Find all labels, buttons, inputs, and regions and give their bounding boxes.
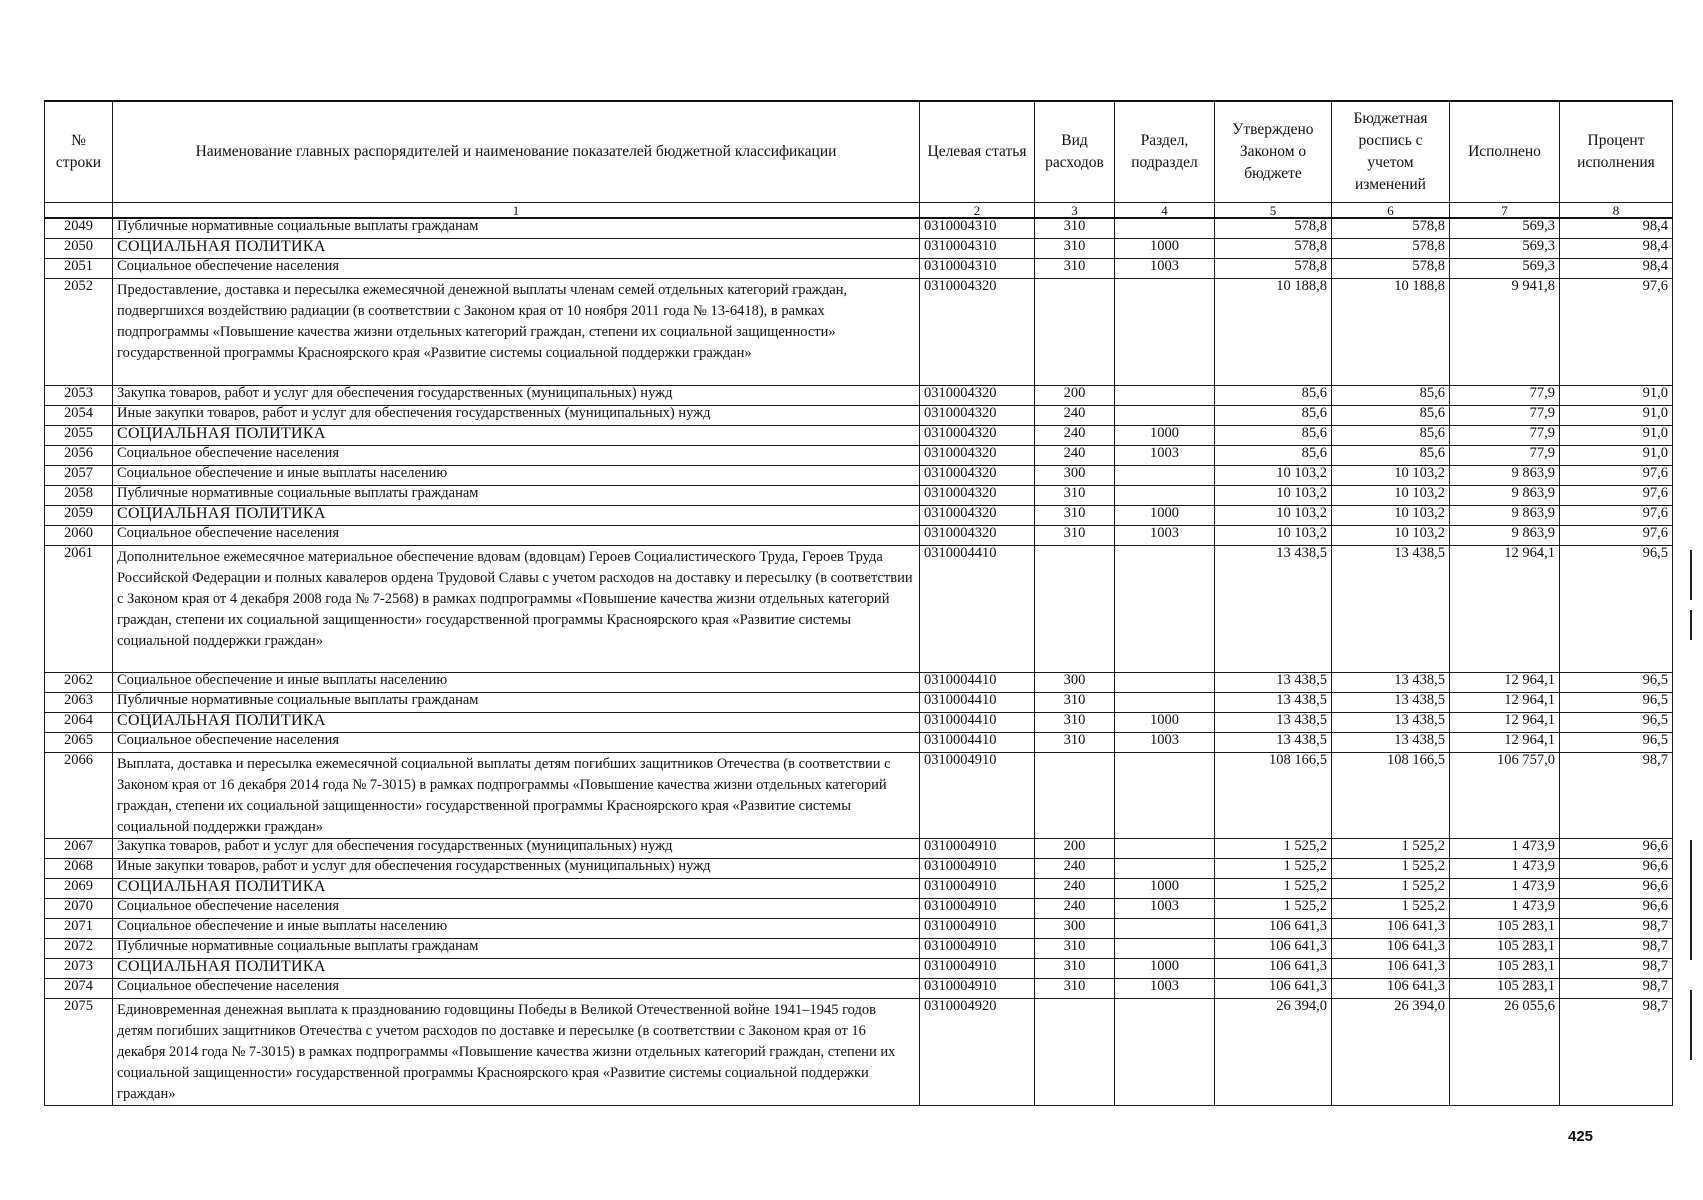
table-row [45, 919, 1673, 939]
row-expense-type: 310 [1035, 713, 1115, 733]
row-executed: 77,9 [1450, 406, 1560, 426]
row-section: 1003 [1115, 526, 1215, 546]
row-target-code: 0310004410 [920, 546, 1035, 673]
row-approved: 1 525,2 [1215, 899, 1332, 919]
table-row [45, 259, 1673, 279]
row-approved: 10 103,2 [1215, 526, 1332, 546]
table-row [45, 673, 1673, 693]
row-number: 2051 [45, 259, 113, 279]
header-name: Наименование главных распорядителей и наименование показателей бюджетной классификации [113, 101, 920, 203]
row-target-code: 0310004910 [920, 753, 1035, 839]
row-section [1115, 859, 1215, 879]
row-executed: 9 863,9 [1450, 486, 1560, 506]
column-number: 2 [920, 203, 1035, 219]
row-expense-type: 310 [1035, 939, 1115, 959]
row-schedule: 85,6 [1332, 426, 1450, 446]
row-name: Публичные нормативные социальные выплаты гражданам [113, 486, 920, 506]
row-schedule: 10 188,8 [1332, 279, 1450, 386]
row-name: Закупка товаров, работ и услуг для обеспечения государственных (муниципальных) нужд [113, 839, 920, 859]
header-target: Целевая статья [920, 101, 1035, 203]
row-schedule: 578,8 [1332, 239, 1450, 259]
row-percent: 91,0 [1560, 406, 1673, 426]
row-number: 2065 [45, 733, 113, 753]
row-schedule: 85,6 [1332, 386, 1450, 406]
row-name: Закупка товаров, работ и услуг для обеспечения государственных (муниципальных) нужд [113, 386, 920, 406]
row-number: 2066 [45, 753, 113, 839]
row-section [1115, 839, 1215, 859]
column-number [45, 203, 113, 219]
row-approved: 13 438,5 [1215, 713, 1332, 733]
table-body [45, 218, 1673, 1106]
row-name: Социальное обеспечение населения [113, 899, 920, 919]
row-section: 1003 [1115, 733, 1215, 753]
row-percent: 91,0 [1560, 446, 1673, 466]
row-section [1115, 919, 1215, 939]
row-expense-type [1035, 999, 1115, 1106]
table-row [45, 239, 1673, 259]
row-section [1115, 673, 1215, 693]
scan-edge-mark [1690, 610, 1692, 640]
row-approved: 85,6 [1215, 406, 1332, 426]
scan-edge-mark [1690, 550, 1692, 600]
table-row [45, 839, 1673, 859]
row-section [1115, 939, 1215, 959]
budget-table [44, 100, 1673, 1106]
table-row [45, 426, 1673, 446]
row-executed: 1 473,9 [1450, 859, 1560, 879]
row-name: Предоставление, доставка и пересылка ежемесячной денежной выплаты членам семей отдельных категорий граждан, подвергшихся воздействию радиации (в соответствии с Законом края от 10 ноября 2011 года № 13-6418), в рамках подпрограммы «Повышение качества жизни отдельных категорий граждан, степени их социальной защищенности» государственной программы Красноярского края «Развитие системы социальной поддержки граждан» [113, 279, 920, 386]
row-executed: 12 964,1 [1450, 733, 1560, 753]
row-approved: 10 103,2 [1215, 486, 1332, 506]
row-percent: 98,4 [1560, 218, 1673, 239]
row-number: 2062 [45, 673, 113, 693]
row-number: 2072 [45, 939, 113, 959]
row-percent: 91,0 [1560, 426, 1673, 446]
row-number: 2058 [45, 486, 113, 506]
row-number: 2059 [45, 506, 113, 526]
row-section: 1003 [1115, 899, 1215, 919]
row-schedule: 1 525,2 [1332, 839, 1450, 859]
row-percent: 91,0 [1560, 386, 1673, 406]
table-row [45, 713, 1673, 733]
table-row [45, 999, 1673, 1106]
row-name: СОЦИАЛЬНАЯ ПОЛИТИКА [113, 879, 920, 899]
row-expense-type: 200 [1035, 386, 1115, 406]
row-schedule: 106 641,3 [1332, 919, 1450, 939]
row-number: 2075 [45, 999, 113, 1106]
row-approved: 578,8 [1215, 218, 1332, 239]
row-expense-type: 200 [1035, 839, 1115, 859]
row-expense-type: 240 [1035, 879, 1115, 899]
row-target-code: 0310004310 [920, 259, 1035, 279]
page-number: 425 [1568, 1128, 1594, 1145]
row-section: 1003 [1115, 446, 1215, 466]
row-target-code: 0310004910 [920, 899, 1035, 919]
row-schedule: 108 166,5 [1332, 753, 1450, 839]
row-section [1115, 486, 1215, 506]
row-schedule: 85,6 [1332, 446, 1450, 466]
row-schedule: 578,8 [1332, 259, 1450, 279]
row-target-code: 0310004320 [920, 506, 1035, 526]
row-expense-type: 310 [1035, 259, 1115, 279]
row-executed: 12 964,1 [1450, 693, 1560, 713]
row-number: 2052 [45, 279, 113, 386]
row-section [1115, 218, 1215, 239]
row-number: 2060 [45, 526, 113, 546]
row-number: 2067 [45, 839, 113, 859]
row-expense-type: 240 [1035, 446, 1115, 466]
row-target-code: 0310004320 [920, 279, 1035, 386]
row-executed: 12 964,1 [1450, 546, 1560, 673]
scan-edge-mark [1690, 840, 1692, 960]
row-expense-type: 310 [1035, 693, 1115, 713]
row-schedule: 106 641,3 [1332, 939, 1450, 959]
header-schedule: Бюджетная роспись с учетом изменений [1332, 101, 1450, 203]
row-expense-type: 240 [1035, 426, 1115, 446]
row-name: СОЦИАЛЬНАЯ ПОЛИТИКА [113, 426, 920, 446]
column-number: 8 [1560, 203, 1673, 219]
row-number: 2055 [45, 426, 113, 446]
row-executed: 77,9 [1450, 386, 1560, 406]
column-number: 3 [1035, 203, 1115, 219]
row-executed: 105 283,1 [1450, 919, 1560, 939]
row-section [1115, 753, 1215, 839]
row-percent: 97,6 [1560, 486, 1673, 506]
table-row [45, 406, 1673, 426]
row-name: СОЦИАЛЬНАЯ ПОЛИТИКА [113, 506, 920, 526]
row-name: Дополнительное ежемесячное материальное обеспечение вдовам (вдовцам) Героев Социалистического Труда, Героев Труда Российской Федерации и полных кавалеров ордена Трудовой Славы с учетом расходов на доставку и пересылку (в соответствии с Законом края от 4 декабря 2008 года № 7-2568) в рамках подпрограммы «Повышение качества жизни отдельных категорий граждан, степени их социальной защищенности» государственной программы Красноярского края «Развитие системы социальной поддержки граждан» [113, 546, 920, 673]
row-percent: 98,4 [1560, 259, 1673, 279]
column-number: 6 [1332, 203, 1450, 219]
row-section: 1003 [1115, 259, 1215, 279]
row-percent: 98,7 [1560, 939, 1673, 959]
row-approved: 85,6 [1215, 446, 1332, 466]
row-target-code: 0310004910 [920, 959, 1035, 979]
row-executed: 12 964,1 [1450, 713, 1560, 733]
row-percent: 96,5 [1560, 733, 1673, 753]
row-name: Иные закупки товаров, работ и услуг для обеспечения государственных (муниципальных) нужд [113, 406, 920, 426]
row-name: Социальное обеспечение населения [113, 979, 920, 999]
row-expense-type: 310 [1035, 526, 1115, 546]
row-section [1115, 386, 1215, 406]
row-approved: 106 641,3 [1215, 959, 1332, 979]
table-row [45, 959, 1673, 979]
header-percent: Процент исполнения [1560, 101, 1673, 203]
row-approved: 10 103,2 [1215, 466, 1332, 486]
row-name: Публичные нормативные социальные выплаты гражданам [113, 939, 920, 959]
row-name: Выплата, доставка и пересылка ежемесячной социальной выплаты детям погибших защитников Отечества (в соответствии с Законом края от 16 декабря 2014 года № 7-3015) в рамках подпрограммы «Повышение качества жизни отдельных категорий граждан, степени их социальной защищенности» государственной программы Красноярского края «Развитие системы социальной поддержки граждан» [113, 753, 920, 839]
row-schedule: 85,6 [1332, 406, 1450, 426]
row-number: 2071 [45, 919, 113, 939]
table-row [45, 546, 1673, 673]
table-row [45, 939, 1673, 959]
row-percent: 97,6 [1560, 466, 1673, 486]
row-percent: 97,6 [1560, 526, 1673, 546]
row-executed: 1 473,9 [1450, 879, 1560, 899]
row-target-code: 0310004320 [920, 446, 1035, 466]
header-expense-type: Вид расходов [1035, 101, 1115, 203]
table-row [45, 486, 1673, 506]
row-number: 2068 [45, 859, 113, 879]
table-row [45, 733, 1673, 753]
header-approved: Утверждено Законом о бюджете [1215, 101, 1332, 203]
row-executed: 569,3 [1450, 239, 1560, 259]
row-section: 1000 [1115, 713, 1215, 733]
row-name: Публичные нормативные социальные выплаты гражданам [113, 693, 920, 713]
row-section [1115, 279, 1215, 386]
row-percent: 98,7 [1560, 753, 1673, 839]
row-percent: 97,6 [1560, 506, 1673, 526]
row-expense-type [1035, 279, 1115, 386]
row-approved: 578,8 [1215, 259, 1332, 279]
header-row-no: № строки [45, 101, 113, 203]
row-name: СОЦИАЛЬНАЯ ПОЛИТИКА [113, 713, 920, 733]
row-percent: 96,6 [1560, 879, 1673, 899]
row-target-code: 0310004320 [920, 386, 1035, 406]
row-target-code: 0310004320 [920, 466, 1035, 486]
row-expense-type: 310 [1035, 733, 1115, 753]
row-name: Социальное обеспечение и иные выплаты населению [113, 673, 920, 693]
row-target-code: 0310004310 [920, 218, 1035, 239]
row-expense-type: 310 [1035, 979, 1115, 999]
row-section [1115, 693, 1215, 713]
row-number: 2063 [45, 693, 113, 713]
row-expense-type [1035, 546, 1115, 673]
row-approved: 13 438,5 [1215, 673, 1332, 693]
row-percent: 98,7 [1560, 959, 1673, 979]
row-number: 2057 [45, 466, 113, 486]
table-row [45, 446, 1673, 466]
table-row [45, 218, 1673, 239]
row-executed: 1 473,9 [1450, 899, 1560, 919]
row-target-code: 0310004910 [920, 879, 1035, 899]
row-executed: 105 283,1 [1450, 979, 1560, 999]
row-approved: 106 641,3 [1215, 979, 1332, 999]
row-percent: 96,6 [1560, 859, 1673, 879]
row-name: Единовременная денежная выплата к празднованию годовщины Победы в Великой Отечественной войне 1941–1945 годов детям погибших защитников Отечества с учетом расходов по доставке и пересылке (в соответствии с Законом края от 16 декабря 2014 года № 7-3015) в рамках подпрограммы «Повышение качества жизни отдельных категорий граждан, степени их социальной защищенности» государственной программы Красноярского края «Развитие системы социальной поддержки граждан» [113, 999, 920, 1106]
table-row [45, 693, 1673, 713]
row-schedule: 106 641,3 [1332, 979, 1450, 999]
row-executed: 77,9 [1450, 426, 1560, 446]
row-name: Социальное обеспечение и иные выплаты населению [113, 466, 920, 486]
row-number: 2064 [45, 713, 113, 733]
row-target-code: 0310004310 [920, 239, 1035, 259]
row-approved: 1 525,2 [1215, 839, 1332, 859]
row-target-code: 0310004410 [920, 713, 1035, 733]
row-number: 2054 [45, 406, 113, 426]
row-target-code: 0310004320 [920, 406, 1035, 426]
column-number: 5 [1215, 203, 1332, 219]
row-section [1115, 546, 1215, 673]
row-percent: 96,5 [1560, 546, 1673, 673]
row-approved: 106 641,3 [1215, 919, 1332, 939]
row-percent: 98,7 [1560, 979, 1673, 999]
row-expense-type: 240 [1035, 899, 1115, 919]
row-number: 2056 [45, 446, 113, 466]
row-schedule: 10 103,2 [1332, 526, 1450, 546]
row-percent: 97,6 [1560, 279, 1673, 386]
row-percent: 96,5 [1560, 673, 1673, 693]
row-schedule: 106 641,3 [1332, 959, 1450, 979]
row-approved: 85,6 [1215, 386, 1332, 406]
row-approved: 10 188,8 [1215, 279, 1332, 386]
row-approved: 578,8 [1215, 239, 1332, 259]
row-percent: 96,5 [1560, 713, 1673, 733]
row-number: 2074 [45, 979, 113, 999]
scan-edge-mark [1690, 990, 1692, 1060]
row-schedule: 26 394,0 [1332, 999, 1450, 1106]
row-section: 1000 [1115, 239, 1215, 259]
row-expense-type: 300 [1035, 919, 1115, 939]
row-executed: 569,3 [1450, 218, 1560, 239]
row-name: Социальное обеспечение населения [113, 259, 920, 279]
row-executed: 1 473,9 [1450, 839, 1560, 859]
row-approved: 106 641,3 [1215, 939, 1332, 959]
row-percent: 96,6 [1560, 899, 1673, 919]
table-row [45, 279, 1673, 386]
row-section: 1000 [1115, 879, 1215, 899]
row-name: СОЦИАЛЬНАЯ ПОЛИТИКА [113, 239, 920, 259]
row-expense-type: 310 [1035, 506, 1115, 526]
row-schedule: 10 103,2 [1332, 506, 1450, 526]
row-schedule: 10 103,2 [1332, 466, 1450, 486]
row-number: 2050 [45, 239, 113, 259]
row-approved: 1 525,2 [1215, 879, 1332, 899]
row-schedule: 10 103,2 [1332, 486, 1450, 506]
row-executed: 569,3 [1450, 259, 1560, 279]
row-executed: 9 863,9 [1450, 506, 1560, 526]
row-name: Иные закупки товаров, работ и услуг для обеспечения государственных (муниципальных) нужд [113, 859, 920, 879]
row-target-code: 0310004920 [920, 999, 1035, 1106]
table-row [45, 899, 1673, 919]
row-schedule: 13 438,5 [1332, 713, 1450, 733]
row-percent: 98,4 [1560, 239, 1673, 259]
row-name: Социальное обеспечение населения [113, 733, 920, 753]
table-row [45, 466, 1673, 486]
row-number: 2069 [45, 879, 113, 899]
column-number-row [45, 203, 1673, 219]
row-target-code: 0310004910 [920, 939, 1035, 959]
row-name: Социальное обеспечение населения [113, 446, 920, 466]
row-name: Социальное обеспечение населения [113, 526, 920, 546]
row-executed: 77,9 [1450, 446, 1560, 466]
row-name: Публичные нормативные социальные выплаты гражданам [113, 218, 920, 239]
table-row [45, 753, 1673, 839]
row-approved: 13 438,5 [1215, 693, 1332, 713]
row-approved: 26 394,0 [1215, 999, 1332, 1106]
row-expense-type: 240 [1035, 406, 1115, 426]
column-number: 1 [113, 203, 920, 219]
row-number: 2073 [45, 959, 113, 979]
row-approved: 13 438,5 [1215, 546, 1332, 673]
row-target-code: 0310004320 [920, 486, 1035, 506]
row-number: 2061 [45, 546, 113, 673]
row-section [1115, 406, 1215, 426]
row-section [1115, 999, 1215, 1106]
table-row [45, 506, 1673, 526]
row-expense-type: 300 [1035, 673, 1115, 693]
table-row [45, 859, 1673, 879]
row-name: СОЦИАЛЬНАЯ ПОЛИТИКА [113, 959, 920, 979]
header-row [45, 101, 1673, 203]
table-row [45, 879, 1673, 899]
row-target-code: 0310004410 [920, 733, 1035, 753]
row-section: 1000 [1115, 506, 1215, 526]
row-percent: 98,7 [1560, 999, 1673, 1106]
row-number: 2053 [45, 386, 113, 406]
row-approved: 85,6 [1215, 426, 1332, 446]
row-expense-type: 310 [1035, 486, 1115, 506]
row-executed: 9 863,9 [1450, 526, 1560, 546]
row-approved: 13 438,5 [1215, 733, 1332, 753]
row-executed: 9 941,8 [1450, 279, 1560, 386]
row-target-code: 0310004410 [920, 673, 1035, 693]
row-target-code: 0310004910 [920, 859, 1035, 879]
row-number: 2049 [45, 218, 113, 239]
row-approved: 1 525,2 [1215, 859, 1332, 879]
row-executed: 9 863,9 [1450, 466, 1560, 486]
row-expense-type: 310 [1035, 218, 1115, 239]
row-name: Социальное обеспечение и иные выплаты населению [113, 919, 920, 939]
row-approved: 108 166,5 [1215, 753, 1332, 839]
row-schedule: 1 525,2 [1332, 859, 1450, 879]
row-schedule: 13 438,5 [1332, 546, 1450, 673]
row-executed: 105 283,1 [1450, 959, 1560, 979]
row-approved: 10 103,2 [1215, 506, 1332, 526]
row-number: 2070 [45, 899, 113, 919]
column-number: 4 [1115, 203, 1215, 219]
row-schedule: 13 438,5 [1332, 733, 1450, 753]
row-section: 1000 [1115, 426, 1215, 446]
header-section: Раздел, подраздел [1115, 101, 1215, 203]
row-section [1115, 466, 1215, 486]
row-percent: 96,5 [1560, 693, 1673, 713]
row-expense-type: 240 [1035, 859, 1115, 879]
row-percent: 98,7 [1560, 919, 1673, 939]
row-executed: 26 055,6 [1450, 999, 1560, 1106]
row-expense-type: 310 [1035, 239, 1115, 259]
row-expense-type [1035, 753, 1115, 839]
row-executed: 12 964,1 [1450, 673, 1560, 693]
table-row [45, 979, 1673, 999]
row-expense-type: 300 [1035, 466, 1115, 486]
row-schedule: 1 525,2 [1332, 899, 1450, 919]
row-target-code: 0310004320 [920, 426, 1035, 446]
row-target-code: 0310004320 [920, 526, 1035, 546]
row-target-code: 0310004910 [920, 839, 1035, 859]
row-schedule: 13 438,5 [1332, 673, 1450, 693]
table-row [45, 386, 1673, 406]
row-section: 1000 [1115, 959, 1215, 979]
row-percent: 96,6 [1560, 839, 1673, 859]
row-target-code: 0310004910 [920, 979, 1035, 999]
row-schedule: 578,8 [1332, 218, 1450, 239]
row-schedule: 13 438,5 [1332, 693, 1450, 713]
row-executed: 105 283,1 [1450, 939, 1560, 959]
column-number: 7 [1450, 203, 1560, 219]
row-expense-type: 310 [1035, 959, 1115, 979]
row-target-code: 0310004410 [920, 693, 1035, 713]
row-schedule: 1 525,2 [1332, 879, 1450, 899]
table-row [45, 526, 1673, 546]
row-target-code: 0310004910 [920, 919, 1035, 939]
header-executed: Исполнено [1450, 101, 1560, 203]
row-executed: 106 757,0 [1450, 753, 1560, 839]
row-section: 1003 [1115, 979, 1215, 999]
